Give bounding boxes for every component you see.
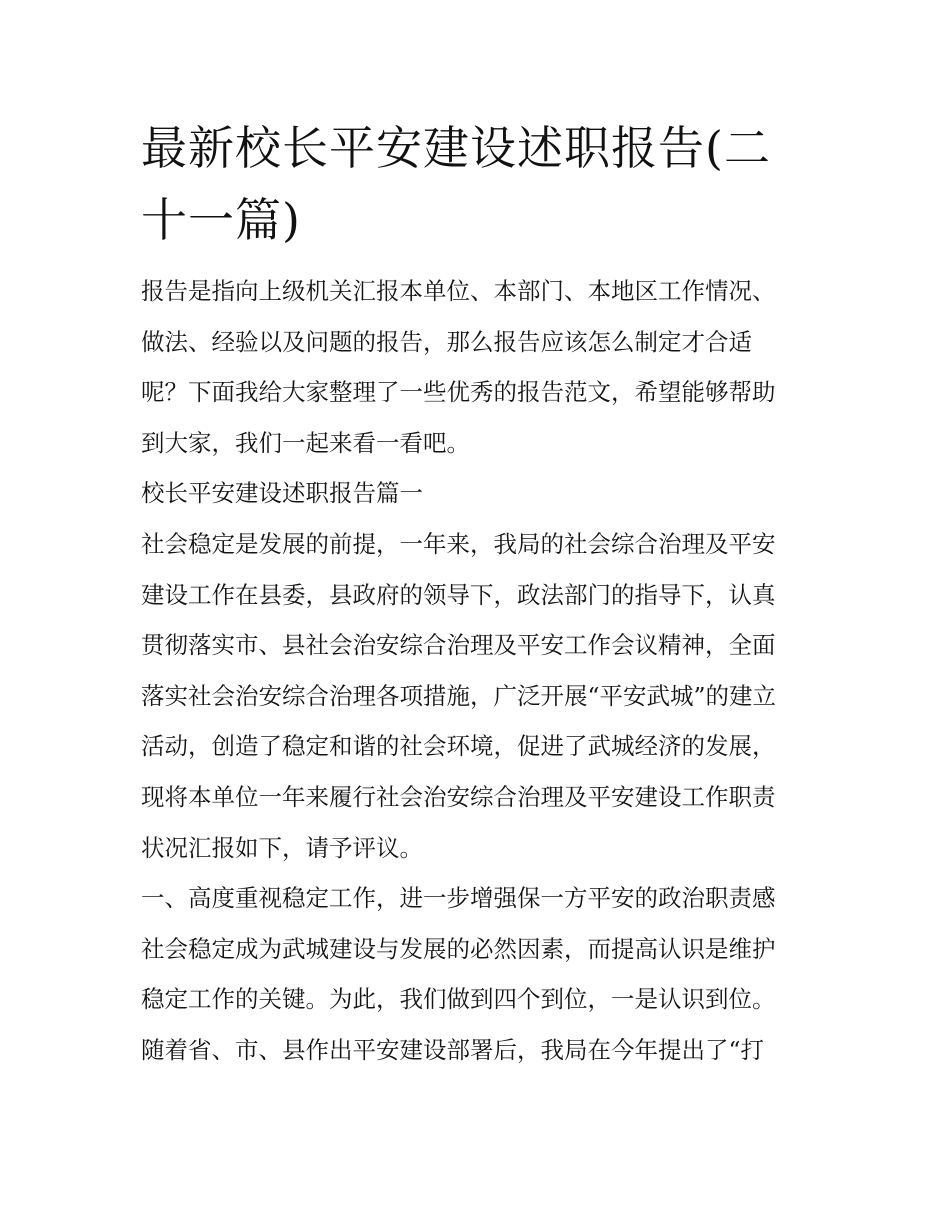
paragraph-line: 现将本单位一年来履行社会治安综合治理及平安建设工作职责: [141, 782, 776, 811]
paragraph-line: 状况汇报如下，请予评议。: [141, 833, 423, 862]
paragraph-line: 一、高度重视稳定工作，进一步增强保一方平安的政治职责感: [141, 884, 776, 913]
intro-line: 报告是指向上级机关汇报本单位、本部门、本地区工作情况、: [141, 277, 776, 305]
paragraph-line: 贯彻落实市、县社会治安综合治理及平安工作会议精神，全面: [141, 631, 776, 660]
title-line: 十一篇): [141, 193, 301, 247]
intro-line: 做法、经验以及问题的报告，那么报告应该怎么制定才合适: [141, 327, 752, 356]
document-title: [141, 112, 813, 256]
paragraph-line: 稳定工作的关键。为此，我们做到四个到位，一是认识到位。: [141, 985, 776, 1014]
paragraph-line: 社会稳定是发展的前提，一年来，我局的社会综合治理及平安: [141, 529, 776, 558]
intro-line: 呢？下面我给大家整理了一些优秀的报告范文，希望能够帮助: [141, 378, 776, 407]
paragraph-line: 社会稳定成为武城建设与发展的必然因素，而提高认识是维护: [141, 934, 776, 963]
document-content: [141, 112, 813, 1076]
paragraph-line: 落实社会治安综合治理各项措施，广泛开展“平安武城”的建立: [141, 681, 777, 710]
intro-line: 到大家，我们一起来看一看吧。: [141, 428, 470, 457]
document-body: [141, 266, 813, 1076]
section-heading: 校长平安建设述职报告篇一: [141, 479, 423, 508]
title-line: 最新校长平安建设述职报告(二: [141, 121, 771, 175]
paragraph-line: 活动，创造了稳定和谐的社会环境，促进了武城经济的发展，: [141, 732, 776, 761]
paragraph-line: 随着省、市、县作出平安建设部署后，我局在今年提出了“打: [141, 1035, 765, 1064]
paragraph-line: 建设工作在县委，县政府的领导下，政法部门的指导下，认真: [141, 580, 776, 609]
